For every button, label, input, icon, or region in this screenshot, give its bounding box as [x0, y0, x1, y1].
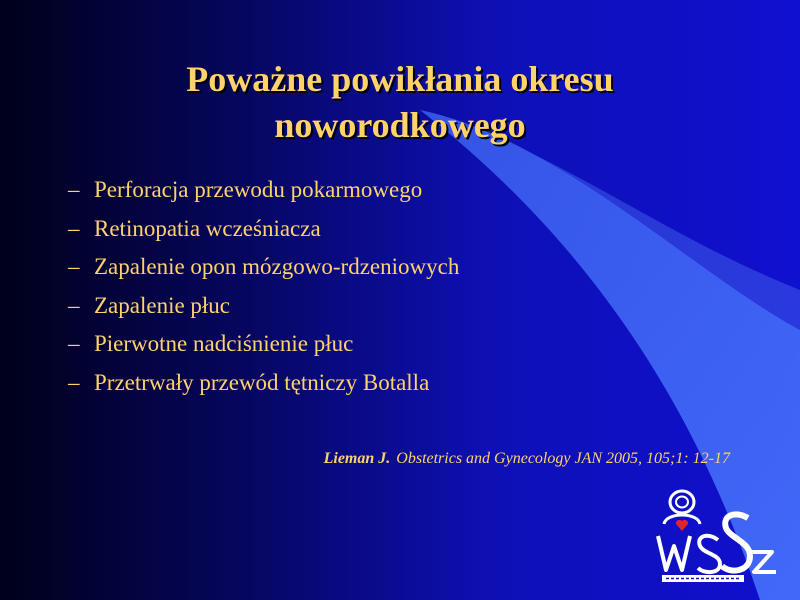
bullet-text: Zapalenie płuc — [94, 292, 231, 318]
bullet-dash: – — [68, 177, 80, 202]
slide-title: Poważne powikłania okresu noworodkowego — [186, 59, 614, 145]
bullet-dash: – — [68, 215, 80, 241]
bullet-dash: – — [68, 331, 80, 357]
bullet-text: Perforacja przewodu pokarmowego — [94, 177, 423, 202]
citation-author: Lieman J. — [323, 450, 391, 467]
bullet-list — [68, 177, 459, 409]
bullet-dash: – — [68, 254, 80, 280]
bullet-text: Retinopatia wcześniacza — [94, 215, 321, 241]
list-item — [68, 216, 459, 255]
bullet-text: Pierwotne nadciśnienie płuc — [94, 331, 354, 357]
list-item — [68, 331, 459, 370]
bullet-dash: – — [68, 369, 80, 395]
bullet-text: Zapalenie opon mózgowo-rdzeniowych — [94, 254, 460, 280]
list-item — [68, 293, 459, 332]
bullet-dash: – — [68, 292, 80, 318]
citation-source: Obstetrics and Gynecology JAN 2005, 105;1: 12-17 — [396, 450, 730, 467]
list-item — [68, 254, 459, 293]
list-item — [68, 177, 459, 216]
citation — [324, 450, 730, 468]
bullet-text: Przetrwały przewód tętniczy Botalla — [94, 369, 430, 395]
logo-icon — [650, 488, 785, 586]
list-item — [68, 370, 459, 409]
